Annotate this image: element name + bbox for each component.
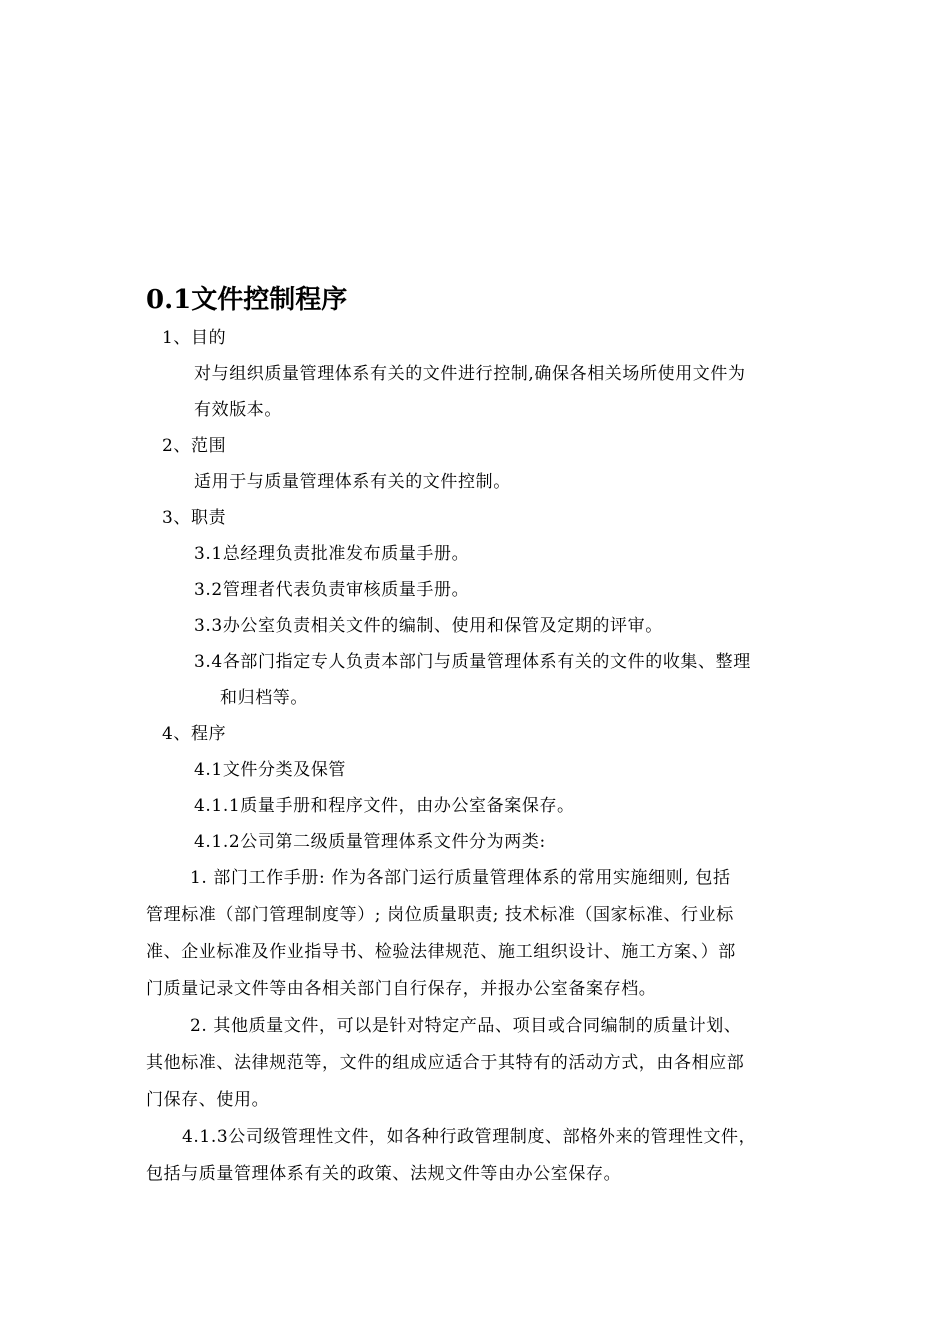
procedure-item-4-1-2: 4.1.2公司第二级质量管理体系文件分为两类: <box>194 832 546 852</box>
section-heading-purpose: 1、目的 <box>162 328 227 348</box>
section-heading-scope: 2、范围 <box>162 436 227 456</box>
responsibility-item-3-4-line-2: 和归档等。 <box>220 688 308 708</box>
section-heading-procedure: 4、程序 <box>162 724 227 744</box>
doc-type-1-line-2: 管理标准（部门管理制度等）; 岗位质量职责; 技术标准（国家标准、行业标 <box>146 905 734 925</box>
procedure-item-4-1-3-line-1: 4.1.3公司级管理性文件，如各种行政管理制度、部格外来的管理性文件， <box>182 1127 757 1147</box>
responsibility-item-3-4-line-1: 3.4各部门指定专人负责本部门与质量管理体系有关的文件的收集、整理 <box>194 652 751 672</box>
doc-type-1-line-3: 准、企业标准及作业指导书、检验法律规范、施工组织设计、施工方案、）部 <box>146 942 736 962</box>
procedure-item-4-1: 4.1文件分类及保管 <box>194 760 347 780</box>
doc-type-2-line-3: 门保存、使用。 <box>146 1090 270 1110</box>
doc-type-2-line-2: 其他标准、法律规范等，文件的组成应适合于其特有的活动方式，由各相应部 <box>146 1053 745 1073</box>
doc-type-1-line-1: 1. 部门工作手册: 作为各部门运行质量管理体系的常用实施细则, 包括 <box>190 868 731 888</box>
scope-text: 适用于与质量管理体系有关的文件控制。 <box>194 472 511 492</box>
responsibility-item-3-2: 3.2管理者代表负责审核质量手册。 <box>194 580 470 600</box>
responsibility-item-3-1: 3.1总经理负责批准发布质量手册。 <box>194 544 470 564</box>
page-title: 0.1文件控制程序 <box>146 285 348 315</box>
doc-type-2-line-1: 2. 其他质量文件，可以是针对特定产品、项目或合同编制的质量计划、 <box>190 1016 742 1036</box>
purpose-text-line-1: 对与组织质量管理体系有关的文件进行控制,确保各相关场所使用文件为 <box>194 364 746 384</box>
procedure-item-4-1-1: 4.1.1质量手册和程序文件，由办公室备案保存。 <box>194 796 575 816</box>
responsibility-item-3-3: 3.3办公室负责相关文件的编制、使用和保管及定期的评审。 <box>194 616 663 636</box>
doc-type-1-line-4: 门质量记录文件等由各相关部门自行保存，并报办公室备案存档。 <box>146 979 657 999</box>
procedure-item-4-1-3-line-2: 包括与质量管理体系有关的政策、法规文件等由办公室保存。 <box>146 1164 622 1184</box>
section-heading-responsibilities: 3、职责 <box>162 508 227 528</box>
purpose-text-line-2: 有效版本。 <box>194 400 282 420</box>
